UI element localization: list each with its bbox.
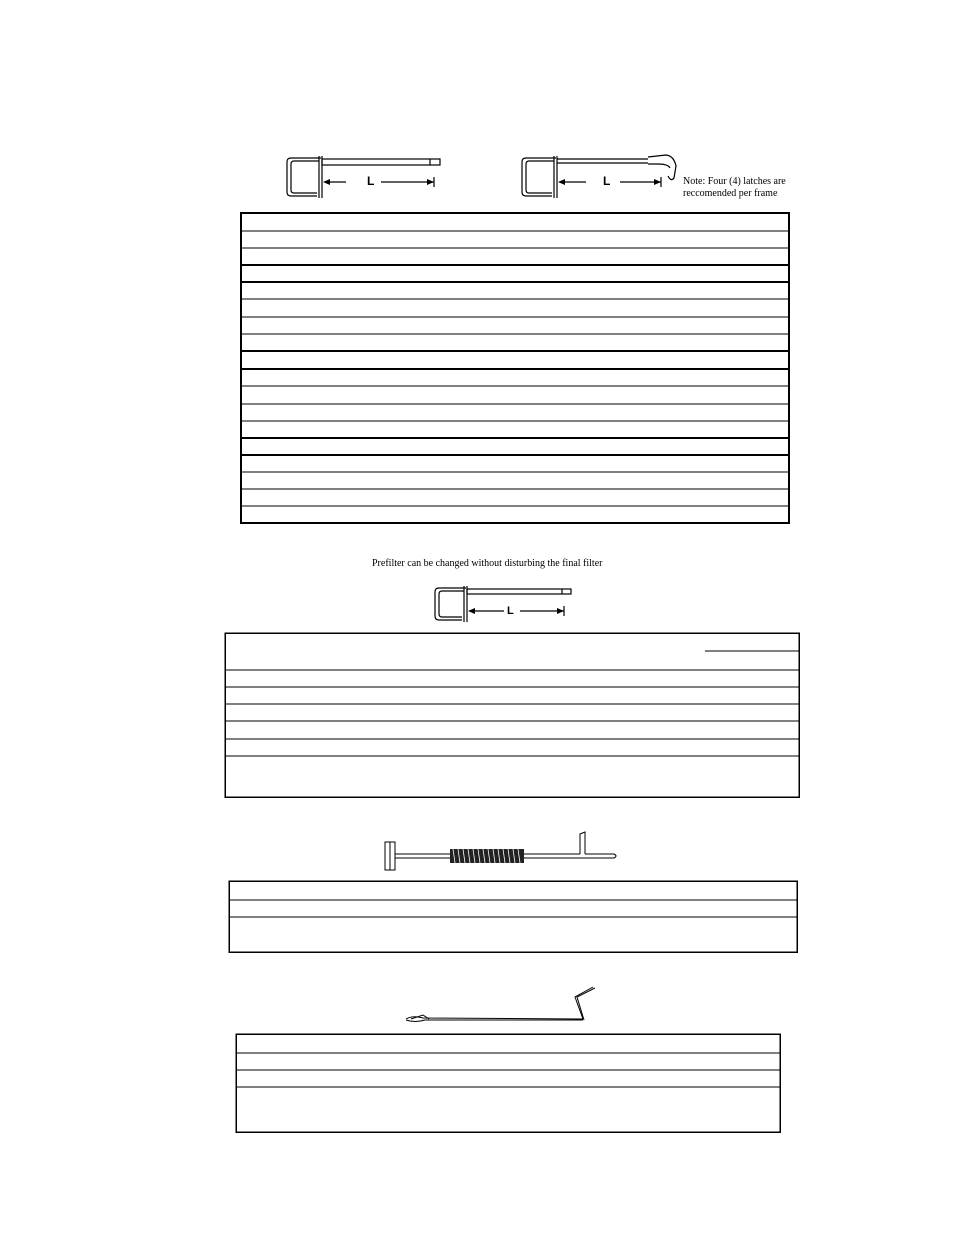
latch-note: Note: Four (4) latches are reccomended per frame	[683, 176, 786, 199]
prefilter-latch-drawing	[432, 584, 582, 624]
rod-table	[235, 1033, 781, 1133]
latch-dimension-label: L	[367, 174, 375, 188]
latch-table	[240, 212, 790, 524]
prefilter-caption: Prefilter can be changed without disturbing the final filter	[372, 558, 603, 569]
latch-rod-drawing	[403, 985, 603, 1025]
brush-table	[228, 880, 798, 953]
latch-dimension-label: L	[507, 605, 514, 617]
prefilter-latch-table	[224, 632, 800, 798]
latch-straight-drawing	[283, 152, 443, 202]
latch-dimension-label: L	[603, 174, 611, 188]
cleaning-brush-drawing	[382, 830, 622, 874]
